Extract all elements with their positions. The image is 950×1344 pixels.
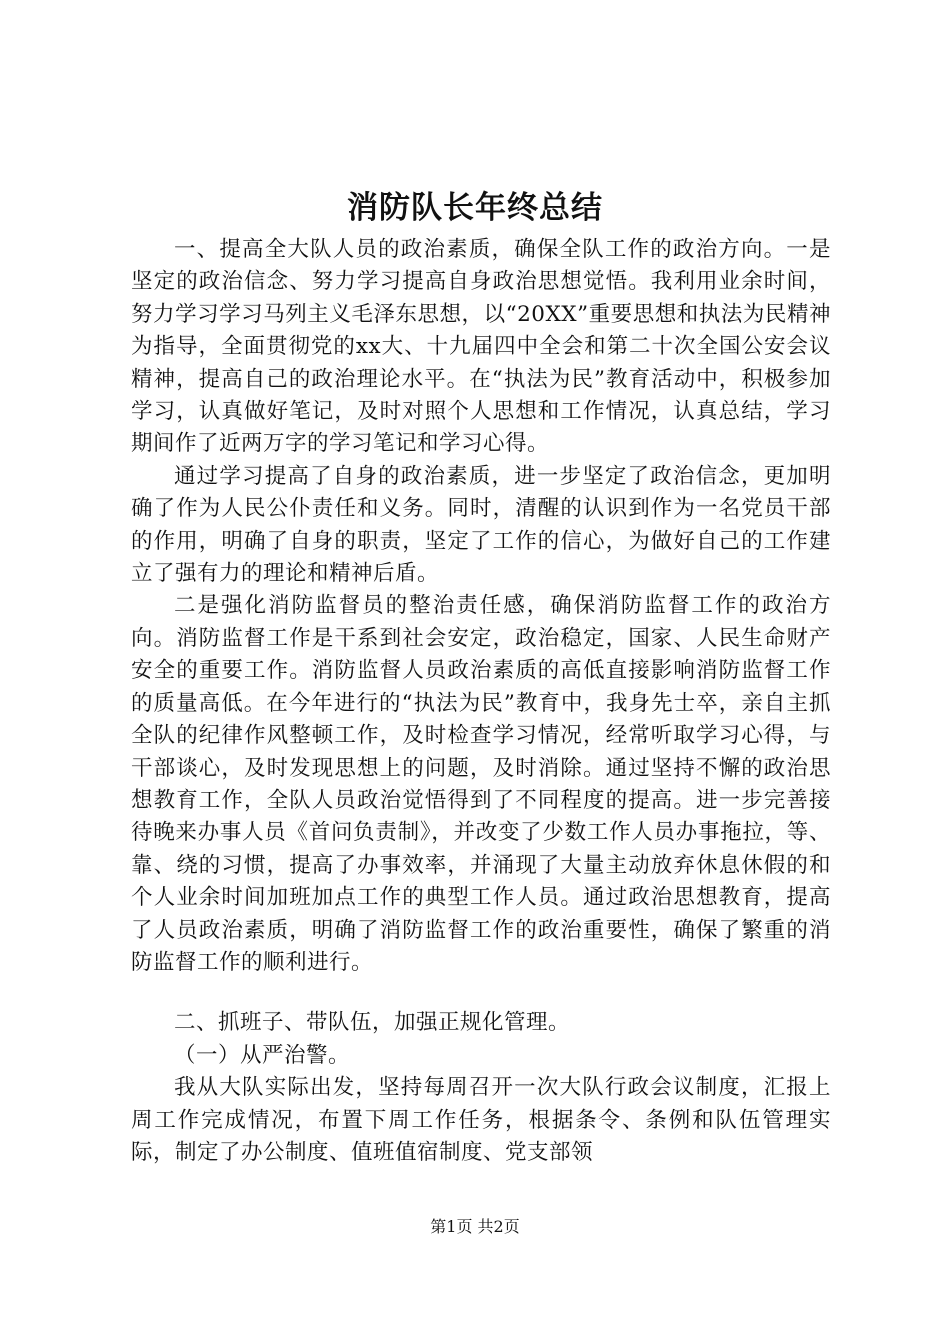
- paragraph-political-quality: 一、提高全大队人员的政治素质，确保全队工作的政治方向。一是坚定的政治信念、努力学习提高自身政治思想觉悟。我利用业余时间，努力学习学习马列主义毛泽东思想，以“20XX”重要思想和执法为民精神为指导，全面贯彻党的xx大、十九届四中全会和第二十次全国公安会议精神，提高自己的政治理论水平。在“执法为民”教育活动中，积极参加学习，认真做好笔记，及时对照个人思想和工作情况，认真总结，学习期间作了近两万字的学习笔记和学习心得。: [131, 237, 831, 457]
- subsection-heading-strict-policing: （一）从严治警。: [174, 1042, 351, 1068]
- paragraph-study-results: 通过学习提高了自身的政治素质，进一步坚定了政治信念，更加明确了作为人民公仆责任和义务。同时，清醒的认识到作为一名党员干部的作用，明确了自身的职责，坚定了工作的信心，为做好自己的工作建立了强有力的理论和精神后盾。: [131, 463, 831, 587]
- section-heading-team-management: 二、抓班子、带队伍，加强正规化管理。: [174, 1010, 571, 1036]
- page-footer: 第1页 共2页: [430, 1217, 520, 1236]
- document-body: [131, 234, 831, 1169]
- document-title: 消防队长年终总结: [347, 190, 603, 226]
- paragraph-weekly-meetings: 我从大队实际出发，坚持每周召开一次大队行政会议制度，汇报上周工作完成情况，布置下周工作任务，根据条令、条例和队伍管理实际，制定了办公制度、值班值宿制度、党支部领: [131, 1075, 831, 1165]
- paragraph-spacer: [131, 979, 831, 1007]
- paragraph-supervision-responsibility: 二是强化消防监督员的整治责任感，确保消防监督工作的政治方向。消防监督工作是干系到社会安定，政治稳定，国家、人民生命财产安全的重要工作。消防监督人员政治素质的高低直接影响消防监督工作的质量高低。在今年进行的“执法为民”教育中，我身先士卒，亲自主抓全队的纪律作风整顿工作，及时检查学习情况，经常听取学习心得，与干部谈心，及时发现思想上的问题，及时消除。通过坚持不懈的政治思想教育工作，全队人员政治觉悟得到了不同程度的提高。进一步完善接待晚来办事人员《首问负责制》，并改变了少数工作人员办事拖拉，等、靠、绕的习惯，提高了办事效率，并涌现了大量主动放弃休息休假的和个人业余时间加班加点工作的典型工作人员。通过政治思想教育，提高了人员政治素质，明确了消防监督工作的政治重要性，确保了繁重的消防监督工作的顺利进行。: [131, 593, 831, 975]
